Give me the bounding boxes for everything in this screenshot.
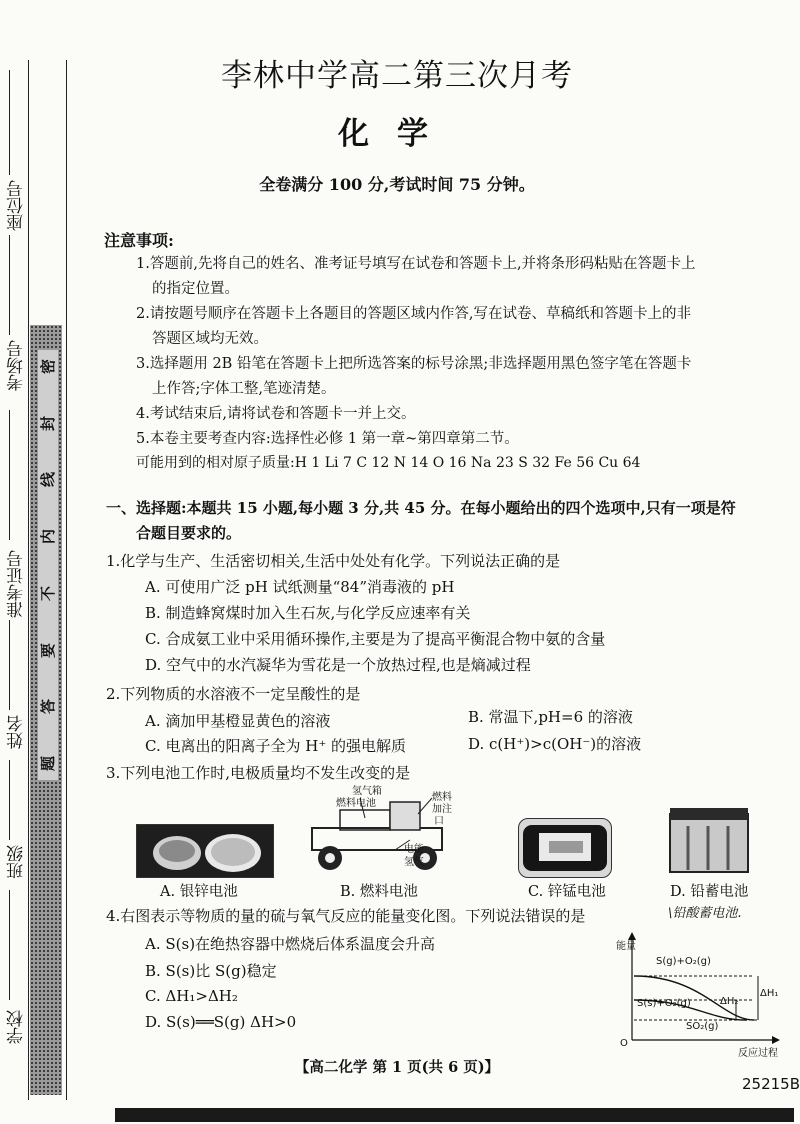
car-label-port: 口: [434, 816, 444, 827]
q4-option-a: A. S(s)在绝热容器中燃烧后体系温度会升高: [145, 935, 436, 953]
q3-stem: 3.下列电池工作时,电极质量均不发生改变的是: [106, 764, 411, 782]
exam-meta: 全卷满分 100 分,考试时间 75 分钟。: [259, 175, 535, 194]
seal-char: 内: [39, 529, 58, 545]
q3-option-a: A. 银锌电池: [160, 884, 238, 900]
note-line: 2.请按题号顺序在答题卡上各题目的答题区域内作答,写在试卷、草稿纸和答题卡上的非: [136, 306, 691, 322]
note-line: 上作答;字体工整,笔迹清楚。: [152, 381, 336, 397]
sidebar-class-label: 班级: [7, 845, 27, 879]
energy-diagram: [612, 930, 782, 1056]
silver-zinc-battery-image: [136, 824, 274, 878]
binding-line-inner: [66, 60, 67, 1100]
q1-option-b: B. 制造蜂窝煤时加入生石灰,与化学反应速率有关: [145, 604, 471, 622]
q3-option-c: C. 锌锰电池: [528, 884, 606, 900]
section-heading: 一、选择题:本题共 15 小题,每小题 3 分,共 45 分。在每小题给出的四个选项中,只有一项是符: [106, 499, 736, 517]
seal-text-column: [38, 350, 58, 780]
sidebar-examno-label: 准考证号: [7, 550, 27, 618]
energy-ylabel: 能量: [616, 941, 636, 952]
sidebar-field-line: [9, 410, 10, 540]
q2-option-a: A. 滴加甲基橙显黄色的溶液: [145, 712, 331, 730]
sidebar-field-line: [9, 890, 10, 1000]
q1-stem: 1.化学与生产、生活密切相关,生活中处处有化学。下列说法正确的是: [106, 552, 561, 570]
note-line: 答题区域均无效。: [152, 331, 268, 347]
q3-option-d: D. 铅蓄电池: [670, 884, 749, 900]
seal-char: 不: [39, 585, 58, 601]
energy-level-top: S(g)+O₂(g): [656, 956, 711, 967]
sidebar-seat-label: 座位号: [7, 180, 27, 231]
subject-title: 化学: [338, 116, 456, 152]
exam-title: 李林中学高二第三次月考: [221, 58, 573, 94]
seal-char: 答: [39, 699, 58, 715]
q1-option-d: D. 空气中的水汽凝华为雪花是一个放热过程,也是熵减过程: [145, 656, 531, 674]
q2-option-b: B. 常温下,pH=6 的溶液: [468, 708, 633, 726]
seal-char: 题: [39, 755, 58, 771]
seal-char: 线: [39, 472, 58, 488]
car-label-fuel: 燃料: [432, 792, 452, 803]
sidebar-field-line: [9, 760, 10, 840]
q1-option-c: C. 合成氨工业中采用循环操作,主要是为了提高平衡混合物中氨的含量: [145, 630, 606, 648]
handwritten-note: \铅酸蓄电池.: [668, 906, 742, 921]
section-heading-cont: 合题目要求的。: [136, 524, 242, 542]
energy-level-bot: SO₂(g): [686, 1021, 719, 1032]
car-label-h2: 氢气: [404, 857, 424, 868]
atomic-masses: 可能用到的相对原子质量:H 1 Li 7 C 12 N 14 O 16 Na 23 S 32 Fe 56 Cu 64: [136, 455, 641, 471]
q2-stem: 2.下列物质的水溶液不一定呈酸性的是: [106, 685, 361, 703]
energy-diagram-svg: [612, 930, 782, 1056]
q3-option-b: B. 燃料电池: [340, 884, 418, 900]
q4-stem: 4.右图表示等物质的量的硫与氧气反应的能量变化图。下列说法错误的是: [106, 907, 586, 925]
note-line: 5.本卷主要考查内容:选择性必修 1 第一章~第四章第二节。: [136, 431, 519, 447]
energy-dh1: ΔH₁: [760, 988, 779, 999]
sidebar-field-line: [9, 620, 10, 710]
car-label-fuel-cell: 燃料电池: [336, 798, 376, 809]
energy-xlabel: 反应过程: [738, 1048, 778, 1059]
q1-option-a: A. 可使用广泛 pH 试纸测量“84”消毒液的 pH: [145, 578, 455, 596]
q2-option-c: C. 电离出的阳离子全为 H⁺ 的强电解质: [145, 737, 407, 755]
lead-acid-battery-image: [668, 806, 752, 876]
sidebar-school-label: 学校: [7, 1010, 27, 1044]
scan-edge-bar: [115, 1108, 794, 1122]
car-label-inlet: 加注: [432, 804, 452, 815]
q4-option-d: D. S(s)══S(g) ΔH>0: [145, 1013, 297, 1031]
q2-option-d: D. c(H⁺)>c(OH⁻)的溶液: [468, 735, 642, 753]
note-line: 4.考试结束后,请将试卷和答题卡一并上交。: [136, 406, 416, 422]
energy-dh2: ΔH₂: [720, 996, 739, 1007]
paper-code: 25215B: [742, 1075, 800, 1093]
energy-level-mid: S(s)+O₂(g): [637, 998, 691, 1009]
seal-char: 封: [39, 415, 58, 431]
sidebar-field-line: [9, 235, 10, 335]
note-line: 的指定位置。: [152, 281, 239, 297]
energy-origin: O: [620, 1038, 628, 1049]
x-axis-arrow: [772, 1036, 780, 1044]
sidebar-name-label: 姓名: [7, 715, 27, 749]
page-footer: 【高二化学 第 1 页(共 6 页)】: [294, 1059, 500, 1076]
car-label-hydrogen-tank: 氢气箱: [352, 786, 382, 797]
note-line: 3.选择题用 2B 铅笔在答题卡上把所选答案的标号涂黑;非选择题用黑色签字笔在答题卡: [136, 356, 692, 372]
notes-heading: 注意事项:: [104, 231, 174, 250]
zinc-manganese-battery-image: [518, 818, 612, 878]
seal-char: 密: [39, 358, 58, 375]
seal-char: 要: [39, 642, 58, 658]
note-line: 1.答题前,先将自己的姓名、准考证号填写在试卷和答题卡上,并将条形码粘贴在答题卡上: [136, 256, 696, 272]
q4-option-c: C. ΔH₁>ΔH₂: [145, 987, 238, 1005]
q4-option-b: B. S(s)比 S(g)稳定: [145, 962, 277, 980]
car-label-motor: 电能: [404, 844, 424, 855]
sidebar-room-label: 考场号: [7, 340, 27, 391]
